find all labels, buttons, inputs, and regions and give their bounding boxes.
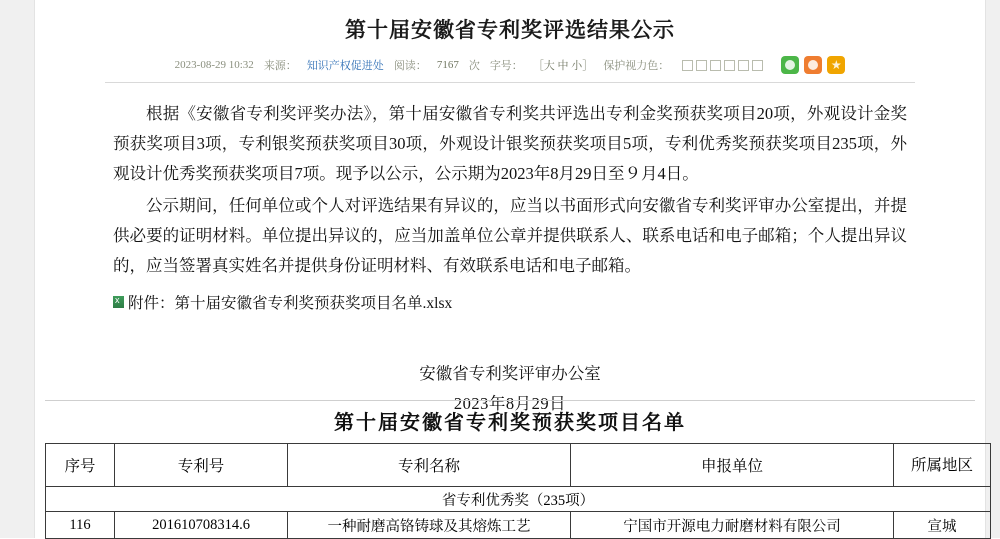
color-swatch[interactable] — [710, 60, 721, 71]
column-header-unit: 申报单位 — [571, 444, 894, 487]
table-row — [46, 512, 991, 539]
section-divider — [45, 400, 975, 401]
column-header-no: 序号 — [46, 444, 115, 487]
table-title: 第十届安徽省专利奖预获奖项目名单 — [334, 412, 686, 434]
publish-date: 2023-08-29 10:32 — [174, 59, 254, 71]
weibo-icon[interactable] — [804, 56, 822, 74]
cell-no: 116 — [46, 512, 115, 539]
cell-patent-name: 一种耐磨高铬铸球及其熔炼工艺 — [288, 512, 571, 539]
views-count: 7167 — [436, 59, 459, 71]
paragraph-2: 公示期间，任何单位或个人对评选结果有异议的，应当以书面形式向安徽省专利奖评审办公室提出，并提供必要的证明材料。单位提出异议的，应当加盖单位公章并提供联系人、联系电话和电子邮箱；个人提出异议的，应当签署真实姓名并提供身份证明材料、有效联系电话和电子邮箱。 — [113, 196, 907, 275]
table-header-row — [46, 444, 991, 487]
eye-protect-color-swatches[interactable] — [682, 60, 763, 71]
eye-protect-label: 保护视力色： — [603, 60, 670, 72]
signoff-org: 安徽省专利奖评审办公室 — [419, 364, 601, 383]
page-left-margin — [0, 0, 35, 538]
color-swatch[interactable] — [724, 60, 735, 71]
award-list-table — [45, 443, 991, 539]
source-label: 来源： — [263, 60, 297, 72]
attachment-row[interactable] — [113, 291, 907, 313]
color-swatch[interactable] — [738, 60, 749, 71]
cell-unit: 宁国市开源电力耐磨材料有限公司 — [571, 512, 894, 539]
font-size-label: 字号： — [489, 60, 523, 72]
page-title: 第十届安徽省专利奖评选结果公示 — [345, 18, 675, 42]
article-meta — [35, 56, 985, 74]
attachment-filename[interactable]: 第十届安徽省专利奖预获奖项目名单.xlsx — [174, 295, 453, 312]
article-content — [113, 99, 907, 281]
star-icon[interactable] — [827, 56, 845, 74]
views-label: 阅读： — [393, 60, 427, 72]
source-link[interactable]: 知识产权促进处 — [306, 60, 384, 72]
signoff-date: 2023年8月29日 — [453, 394, 567, 413]
cell-patent-no: 201610708314.6 — [115, 512, 288, 539]
column-header-region: 所属地区 — [894, 444, 991, 487]
column-header-patent-name: 专利名称 — [288, 444, 571, 487]
paragraph-1: 根据《安徽省专利奖评奖办法》，第十届安徽省专利奖共评选出专利金奖预获奖项目20项，外观设计金奖预获奖项目3项，专利银奖预获奖项目30项，外观设计银奖预获奖项目5项，专利优秀奖预获奖项目235项，外观设计优秀奖预获奖项目7项。现予以公示，公示期为2023年8月29日至９月4日。 — [113, 104, 907, 183]
color-swatch[interactable] — [682, 60, 693, 71]
table-category-row — [46, 487, 991, 512]
award-list-section — [35, 400, 985, 539]
views-suffix: 次 — [468, 60, 480, 72]
cell-region: 宣城 — [894, 512, 991, 539]
column-header-patent-no: 专利号 — [115, 444, 288, 487]
excel-file-icon — [113, 296, 124, 308]
color-swatch[interactable] — [696, 60, 707, 71]
category-label: 省专利优秀奖（235项） — [46, 487, 991, 512]
attachment-prefix: 附件： — [128, 295, 175, 312]
color-swatch[interactable] — [752, 60, 763, 71]
font-size-options[interactable]: ［大 中 小］ — [532, 60, 594, 72]
meta-divider — [105, 82, 915, 83]
wechat-icon[interactable] — [781, 56, 799, 74]
share-icons[interactable] — [781, 56, 845, 74]
